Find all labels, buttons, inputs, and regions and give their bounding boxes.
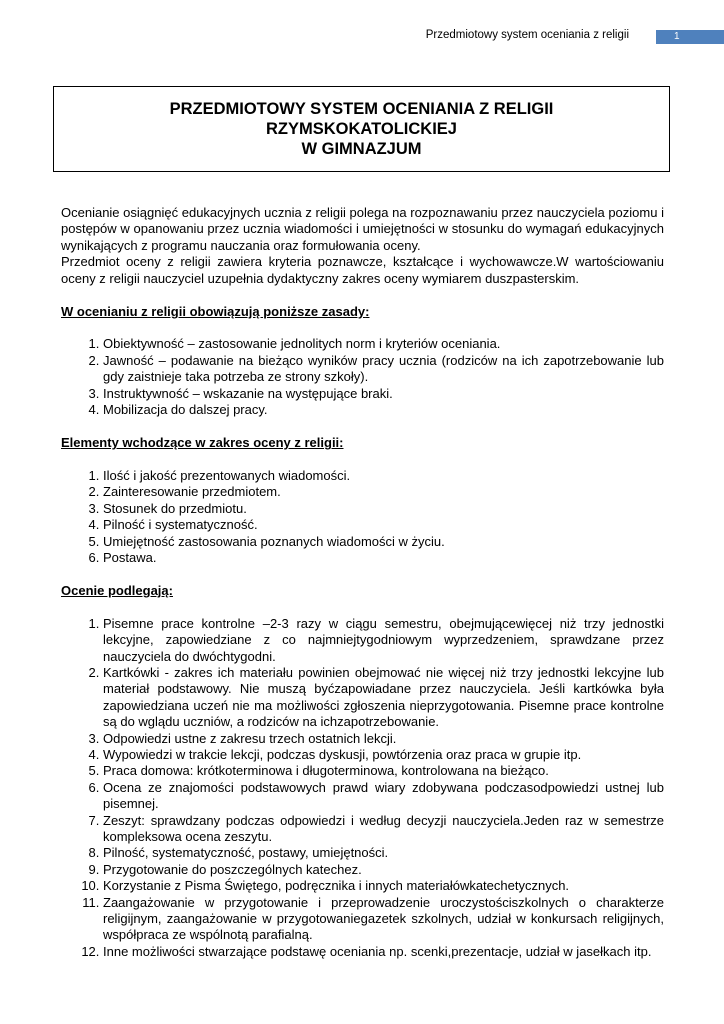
section-heading-assessed: Ocenie podlegają: (61, 583, 173, 599)
page-number: 1 (656, 30, 724, 44)
section-heading-rules-text: W ocenianiu z religii obowiązują poniższe zasady (61, 304, 366, 320)
list-item: 4. Mobilizacja do dalszej pracy. (103, 402, 664, 418)
list-item: 1. Ilość i jakość prezentowanych wiadomości. (103, 468, 664, 484)
list-item: 1. Pisemne prace kontrolne –2-3 razy w ciągu semestru, obejmującewięcej niż trzy jednostki lekcyjne, zapowiedziane z co najmniejtygodniowym wyprzedzeniem, sprawdzane przez nauczyciela do dwóchtygodni. (103, 616, 664, 665)
section-heading-rules-colon: : (365, 304, 370, 320)
list-item: 4. Pilność i systematyczność. (103, 517, 664, 533)
list-item: 3. Odpowiedzi ustne z zakresu trzech ostatnich lekcji. (103, 731, 664, 747)
list-item: 4. Wypowiedzi w trakcie lekcji, podczas dyskusji, powtórzenia oraz praca w grupie itp. (103, 747, 664, 763)
section-heading-rules (61, 304, 664, 320)
rules-list (61, 336, 664, 418)
list-item: 3. Stosunek do przedmiotu. (103, 501, 664, 517)
title-line-1: PRZEDMIOTOWY SYSTEM OCENIANIA Z RELIGII (169, 100, 554, 118)
list-item: 11. Zaangażowanie w przygotowanie i przeprowadzenie uroczystościszkolnych o charakterze religijnym, zaangażowanie w przygotowaniegazetek szkolnych, udział w konkursach religijnych, współpraca ze wspólnotą parafialną. (103, 895, 664, 944)
list-item: 2. Jawność – podawanie na bieżąco wyników pracy ucznia (rodziców na ich zapotrzebowanie lub gdy zaistnieje taka potrzeba ze strony szkoły). (103, 353, 664, 386)
title-line-3: W GIMNAZJUM (301, 140, 422, 158)
list-item: 2. Kartkówki - zakres ich materiału powinien obejmować nie więcej niż trzy jednostki lekcyjne lub materiał podstawowy. Nie muszą byćzapowiadane przez nauczyciela. Jeśli kartkówka była zapowiedziana uczeń nie ma możliwości zgłoszenia nieprzygotowania. Pisemne prace kontrolne są do wglądu uczniów, a rodziców na ichzapotrzebowanie. (103, 665, 664, 731)
assessed-list (61, 616, 664, 961)
intro-paragraph-2: Przedmiot oceny z religii zawiera kryteria poznawcze, kształcące i wychowawcze.W wartościowaniu oceny z religii nauczyciel uzupełnia dydaktyczny zakres oceny wymiarem duszpasterskim. (61, 254, 664, 286)
document-title-box (53, 86, 670, 172)
list-item: 9. Przygotowanie do poszczególnych katechez. (103, 862, 664, 878)
elements-list (61, 468, 664, 566)
title-line-2: RZYMSKOKATOLICKIEJ (266, 120, 457, 138)
intro-paragraph-1: Ocenianie osiągnięć edukacyjnych ucznia z religii polega na rozpoznawaniu przez nauczyciela poziomu i postępów w opanowaniu przez ucznia wiadomości i umiejętności w stosunku do wymagań edukacyjnych wynikających z programu nauczania oraz formułowania oceny. (61, 205, 664, 253)
running-title: Przedmiotowy system oceniania z religii (425, 29, 629, 41)
list-item: 8. Pilność, systematyczność, postawy, umiejętności. (103, 845, 664, 861)
list-item: 10. Korzystanie z Pisma Świętego, podręcznika i innych materiałówkatechetycznych. (103, 878, 664, 894)
list-item: 12. Inne możliwości stwarzające podstawę oceniania np. scenki,prezentacje, udział w jasełkach itp. (103, 944, 664, 960)
list-item: 5. Umiejętność zastosowania poznanych wiadomości w życiu. (103, 534, 664, 550)
document-body (61, 205, 664, 960)
list-item: 7. Zeszyt: sprawdzany podczas odpowiedzi i według decyzji nauczyciela.Jeden raz w semestrze kompleksowa ocena zeszytu. (103, 813, 664, 846)
list-item: 1. Obiektywność – zastosowanie jednolitych norm i kryteriów oceniania. (103, 336, 664, 352)
list-item: 6. Ocena ze znajomości podstawowych prawd wiary zdobywana podczasodpowiedzi ustnej lub pisemnej. (103, 780, 664, 813)
running-header (0, 24, 724, 46)
list-item: 5. Praca domowa: krótkoterminowa i długoterminowa, kontrolowana na bieżąco. (103, 763, 664, 779)
list-item: 2. Zainteresowanie przedmiotem. (103, 484, 664, 500)
section-heading-elements: Elementy wchodzące w zakres oceny z religii: (61, 435, 344, 451)
list-item: 6. Postawa. (103, 550, 664, 566)
list-item: 3. Instruktywność – wskazanie na występujące braki. (103, 386, 664, 402)
